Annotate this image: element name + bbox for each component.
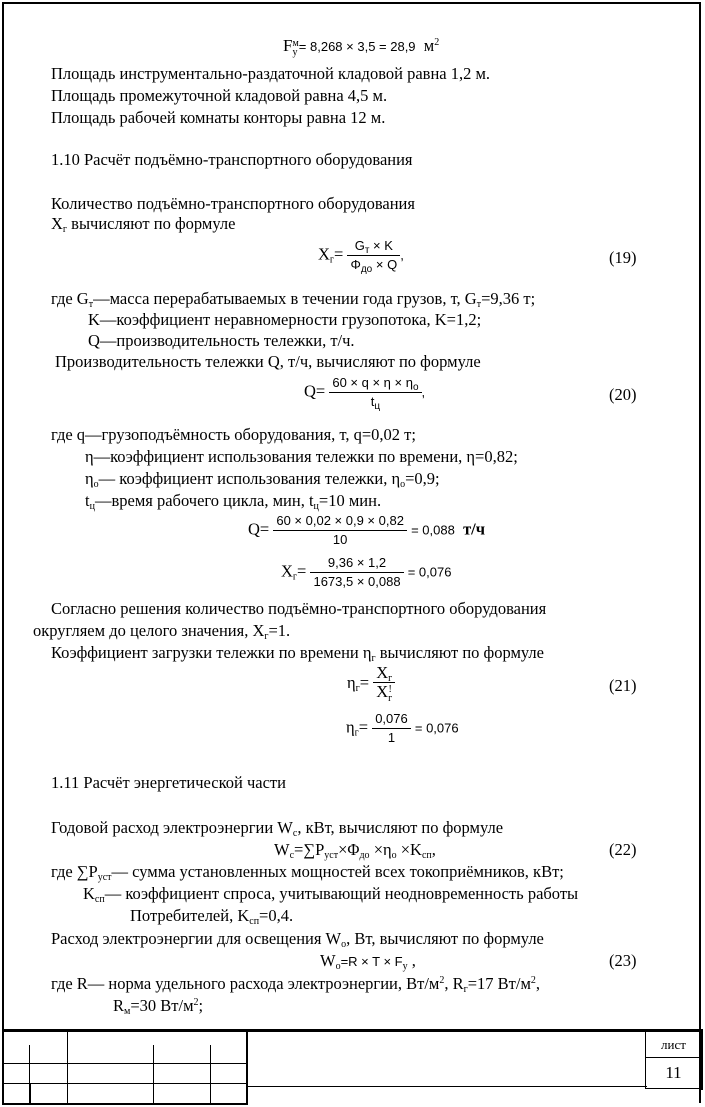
calc-eta: $\eta_г=$ $\frac{0,076}{1}$ = 0,076 (346, 711, 459, 745)
definition: $t_ц—время$ рабочего цикла, мин, $t_ц=10$ мин. (85, 491, 382, 512)
area-line: Площадь рабочей комнаты конторы равна 12 м. (51, 108, 386, 127)
equation-number: (19) (609, 248, 637, 267)
paragraph: Производительность тележки Q, т/ч, вычисляют по формуле (55, 352, 481, 371)
section-heading-1-10: 1.10 Расчёт подъёмно-транспортного оборудования (51, 150, 413, 169)
definition: где q—грузоподъёмность оборудования, т, q=0,02 т; (51, 425, 416, 444)
definition: $\eta_о—$ коэффициент использования тележки, $\eta_о=0,9$; (85, 469, 440, 490)
paragraph: округляем до целого значения, $X_г=1$. (33, 621, 291, 642)
paragraph: $X_г$ вычисляют по формуле (51, 214, 236, 235)
paragraph: Коэффициент загрузки тележки по времени $\eta_г$ вычисляют по формуле (51, 643, 544, 664)
sheet-label: лист (661, 1037, 686, 1052)
area-line: Площадь инструментально-раздаточной кладовой равна 1,2 м. (51, 64, 491, 83)
formula-20: Q= $\frac{60 \times q \times \eta \times \eta_о}{t_ц}$ , (304, 375, 426, 412)
definition: Q—производительность тележки, т/ч. (88, 331, 355, 350)
definition: $R_м=30$ $Вт/м^2$; (113, 996, 204, 1017)
paragraph: Согласно решения количество подъёмно-транспортного оборудования (51, 599, 547, 618)
definition: K—коэффициент неравномерности грузопотока, K=1,2; (88, 310, 482, 329)
formula-19: $X_г=$ $\frac{G_т \times K}{\Phi_{до} \times Q}$ , (318, 238, 404, 275)
definition: где $\sum P_{уст}—$ сумма установленных мощностей всех токоприёмников, кВт; (51, 862, 564, 883)
definition: где R— норма удельного расхода электроэнергии, $Вт/м^2$, $R_г=17$ $Вт/м^2$, (51, 974, 541, 995)
calc-q: Q= $\frac{60 \times 0,02 \times 0,9 \times 0,82}{10}$ = 0,088 т/ч (248, 513, 486, 547)
definition: Потребителей, $K_{сп}=0,4$. (130, 906, 294, 927)
area-line: Площадь промежуточной кладовой равна 4,5 м. (51, 86, 388, 105)
formula-23: $W_о=R \times T \times F_у$ , (320, 951, 416, 972)
definition: η—коэффициент использования тележки по времени, η=0,82; (85, 447, 518, 466)
equation-number: (20) (609, 385, 637, 404)
paragraph: Количество подъёмно-транспортного оборудования (51, 194, 415, 213)
equation-number: (21) (609, 676, 637, 695)
formula-21: $\eta_г=$ $X_г$ X ! г (347, 665, 395, 703)
section-heading-1-11: 1.11 Расчёт энергетической части (51, 773, 286, 792)
definition: $K_{сп}—$ коэффициент спроса, учитывающий неодновременность работы (83, 884, 579, 905)
sheet-number: 11 (665, 1063, 682, 1082)
formula-area-total: F м у = 8,268 × 3,5 = 28,9 $м^2$ (283, 36, 440, 58)
equation-number: (22) (609, 840, 637, 859)
equation-number: (23) (609, 951, 637, 970)
calc-x: $X_г=$ $\frac{9,36 \times 1,2}{1673,5 \times 0,088}$ = 0,076 (281, 555, 452, 589)
definition: где $G_т—масса$ перерабатываемых в течении года грузов, т, $G_т=9,36$ т; (51, 289, 536, 310)
paragraph: Расход электроэнергии для освещения $W_о$, Вт, вычисляют по формуле (51, 929, 544, 950)
paragraph: Годовой расход электроэнергии $W_с$, кВт, вычисляют по формуле (51, 818, 504, 839)
formula-22: $W_с=\sum P_{уст}\times\Phi_{до} \times\eta_о \times K_{сп}$, (274, 840, 436, 861)
